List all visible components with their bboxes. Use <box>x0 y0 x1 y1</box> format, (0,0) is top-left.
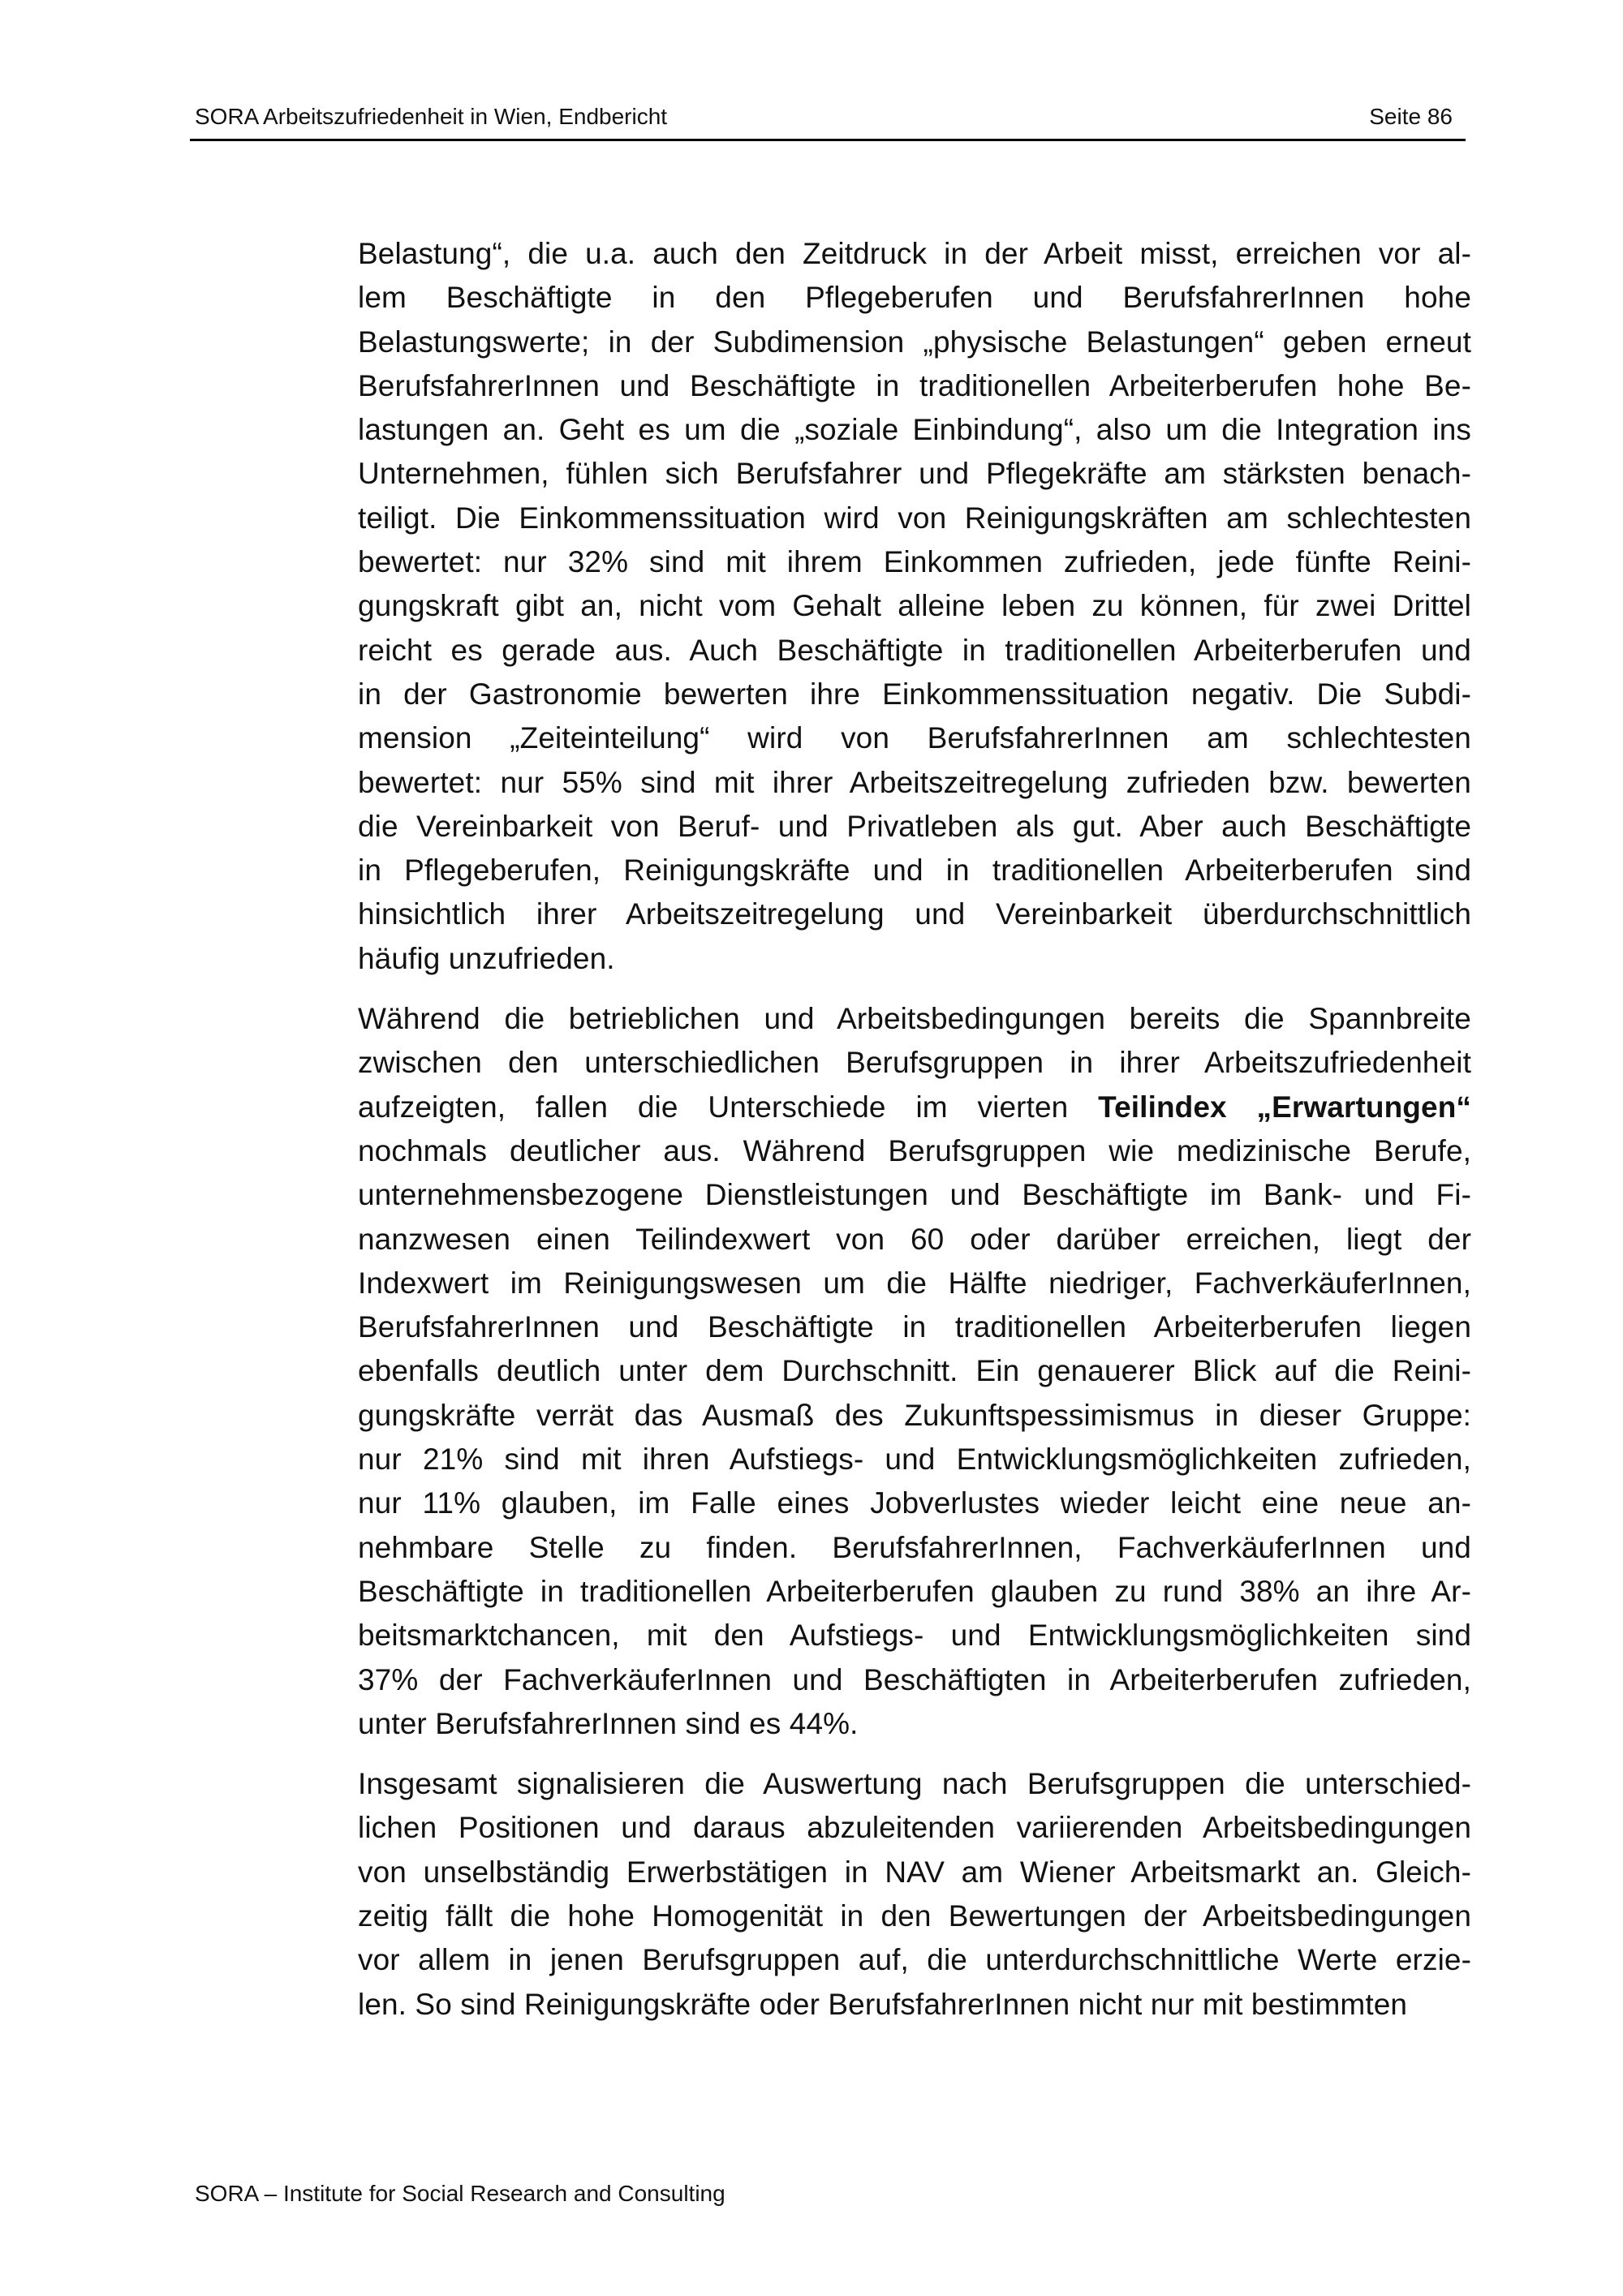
text-line: Belastung“, die u.a. auch den Zeitdruck in der Arbeit misst, erreichen vor al- <box>358 237 1471 270</box>
text-line: zwischen den unterschiedlichen Berufsgruppen in ihrer Arbeitszufriedenheit <box>358 1046 1471 1080</box>
text-line: zeitig fällt die hohe Homogenität in den Bewertungen der Arbeitsbedingungen <box>358 1898 1471 1933</box>
text-run: aufzeigten, fallen die Unterschiede im vierten <box>358 1090 1099 1124</box>
paragraph-erwartungen <box>358 997 1471 1746</box>
text-line: unternehmensbezogene Dienstleistungen und Beschäftigte im Bank- und Fi- <box>358 1178 1471 1212</box>
text-line: gungskraft gibt an, nicht vom Gehalt alleine leben zu können, für zwei Drittel <box>358 589 1471 623</box>
text-line: Unternehmen, fühlen sich Berufsfahrer und Pflegekräfte am stärksten benach- <box>358 457 1471 491</box>
text-line: BerufsfahrerInnen und Beschäftigte in traditionellen Arbeiterberufen hohe Be- <box>358 368 1471 402</box>
page-header <box>190 102 1466 141</box>
text-line: hinsichtlich ihrer Arbeitszeitregelung und Vereinbarkeit überdurchschnittlich <box>358 897 1471 931</box>
paragraph-belastung <box>358 232 1471 981</box>
teilindex-erwartungen-term: Teilindex „Erwartungen“ <box>1098 1090 1471 1124</box>
document-title: SORA Arbeitszufriedenheit in Wien, Endbericht <box>195 104 668 129</box>
text-line: nur 21% sind mit ihren Aufstiegs- und Entwicklungsmöglichkeiten zufrieden, <box>358 1443 1471 1477</box>
text-line: bewertet: nur 32% sind mit ihrem Einkommen zufrieden, jede fünfte Reini- <box>358 545 1471 579</box>
text-line: 37% der FachverkäuferInnen und Beschäftigten in Arbeiterberufen zufrieden, <box>358 1662 1471 1696</box>
text-line: Insgesamt signalisieren die Auswertung nach Berufsgruppen die unterschied- <box>358 1767 1471 1801</box>
text-line: mension „Zeiteinteilung“ wird von BerufsfahrerInnen am schlechtesten <box>358 721 1471 755</box>
text-line: len. So sind Reinigungskräfte oder BerufsfahrerInnen nicht nur mit bestimmten <box>358 1987 1408 2021</box>
text-line: lem Beschäftigte in den Pflegeberufen und BerufsfahrerInnen hohe <box>358 281 1471 315</box>
text-line: von unselbständig Erwerbstätigen in NAV am Wiener Arbeitsmarkt an. Gleich- <box>358 1855 1471 1889</box>
text-line: in der Gastronomie bewerten ihre Einkommenssituation negativ. Die Subdi- <box>358 677 1471 711</box>
text-line <box>358 1086 1471 1129</box>
text-line: lastungen an. Geht es um die „soziale Einbindung“, also um die Integration ins <box>358 413 1471 447</box>
text-line: die Vereinbarkeit von Beruf- und Privatleben als gut. Aber auch Beschäftigte <box>358 809 1471 843</box>
text-line: Belastungswerte; in der Subdimension „physische Belastungen“ geben erneut <box>358 325 1471 359</box>
body-text <box>358 232 1471 2043</box>
text-line: Während die betrieblichen und Arbeitsbedingungen bereits die Spannbreite <box>358 1002 1471 1036</box>
text-line: nur 11% glauben, im Falle eines Jobverlustes wieder leicht eine neue an- <box>358 1486 1471 1520</box>
text-line: gungskräfte verrät das Ausmaß des Zukunftspessimismus in dieser Gruppe: <box>358 1398 1471 1432</box>
paragraph-insgesamt <box>358 1762 1471 2027</box>
text-line: ebenfalls deutlich unter dem Durchschnitt. Ein genauerer Blick auf die Reini- <box>358 1354 1471 1388</box>
text-line: bewertet: nur 55% sind mit ihrer Arbeitszeitregelung zufrieden bzw. bewerten <box>358 765 1471 799</box>
text-line: häufig unzufrieden. <box>358 941 615 975</box>
text-line: beitsmarktchancen, mit den Aufstiegs- und Entwicklungsmöglichkeiten sind <box>358 1619 1471 1653</box>
text-line: nehmbare Stelle zu finden. BerufsfahrerInnen, FachverkäuferInnen und <box>358 1530 1471 1564</box>
text-line: lichen Positionen und daraus abzuleitenden variierenden Arbeitsbedingungen <box>358 1811 1471 1845</box>
text-line: Indexwert im Reinigungswesen um die Hälfte niedriger, FachverkäuferInnen, <box>358 1266 1471 1300</box>
text-line: in Pflegeberufen, Reinigungskräfte und in traditionellen Arbeiterberufen sind <box>358 853 1471 888</box>
text-line: teiligt. Die Einkommenssituation wird von Reinigungskräften am schlechtesten <box>358 501 1471 535</box>
page-footer: SORA – Institute for Social Research and Consulting <box>195 2181 725 2206</box>
text-line: vor allem in jenen Berufsgruppen auf, die unterdurchschnittliche Werte erzie- <box>358 1943 1471 1977</box>
text-line: nanzwesen einen Teilindexwert von 60 oder darüber erreichen, liegt der <box>358 1222 1471 1256</box>
text-line: unter BerufsfahrerInnen sind es 44%. <box>358 1706 859 1740</box>
text-line: reicht es gerade aus. Auch Beschäftigte in traditionellen Arbeiterberufen und <box>358 633 1471 667</box>
paragraph-lines <box>358 1129 1471 1746</box>
text-line: nochmals deutlicher aus. Während Berufsgruppen wie medizinische Berufe, <box>358 1133 1471 1167</box>
text-line: Beschäftigte in traditionellen Arbeiterberufen glauben zu rund 38% an ihre Ar- <box>358 1574 1471 1608</box>
header-divider <box>190 139 1466 141</box>
page-number: Seite 86 <box>1369 104 1453 129</box>
text-line: BerufsfahrerInnen und Beschäftigte in traditionellen Arbeiterberufen liegen <box>358 1310 1471 1344</box>
